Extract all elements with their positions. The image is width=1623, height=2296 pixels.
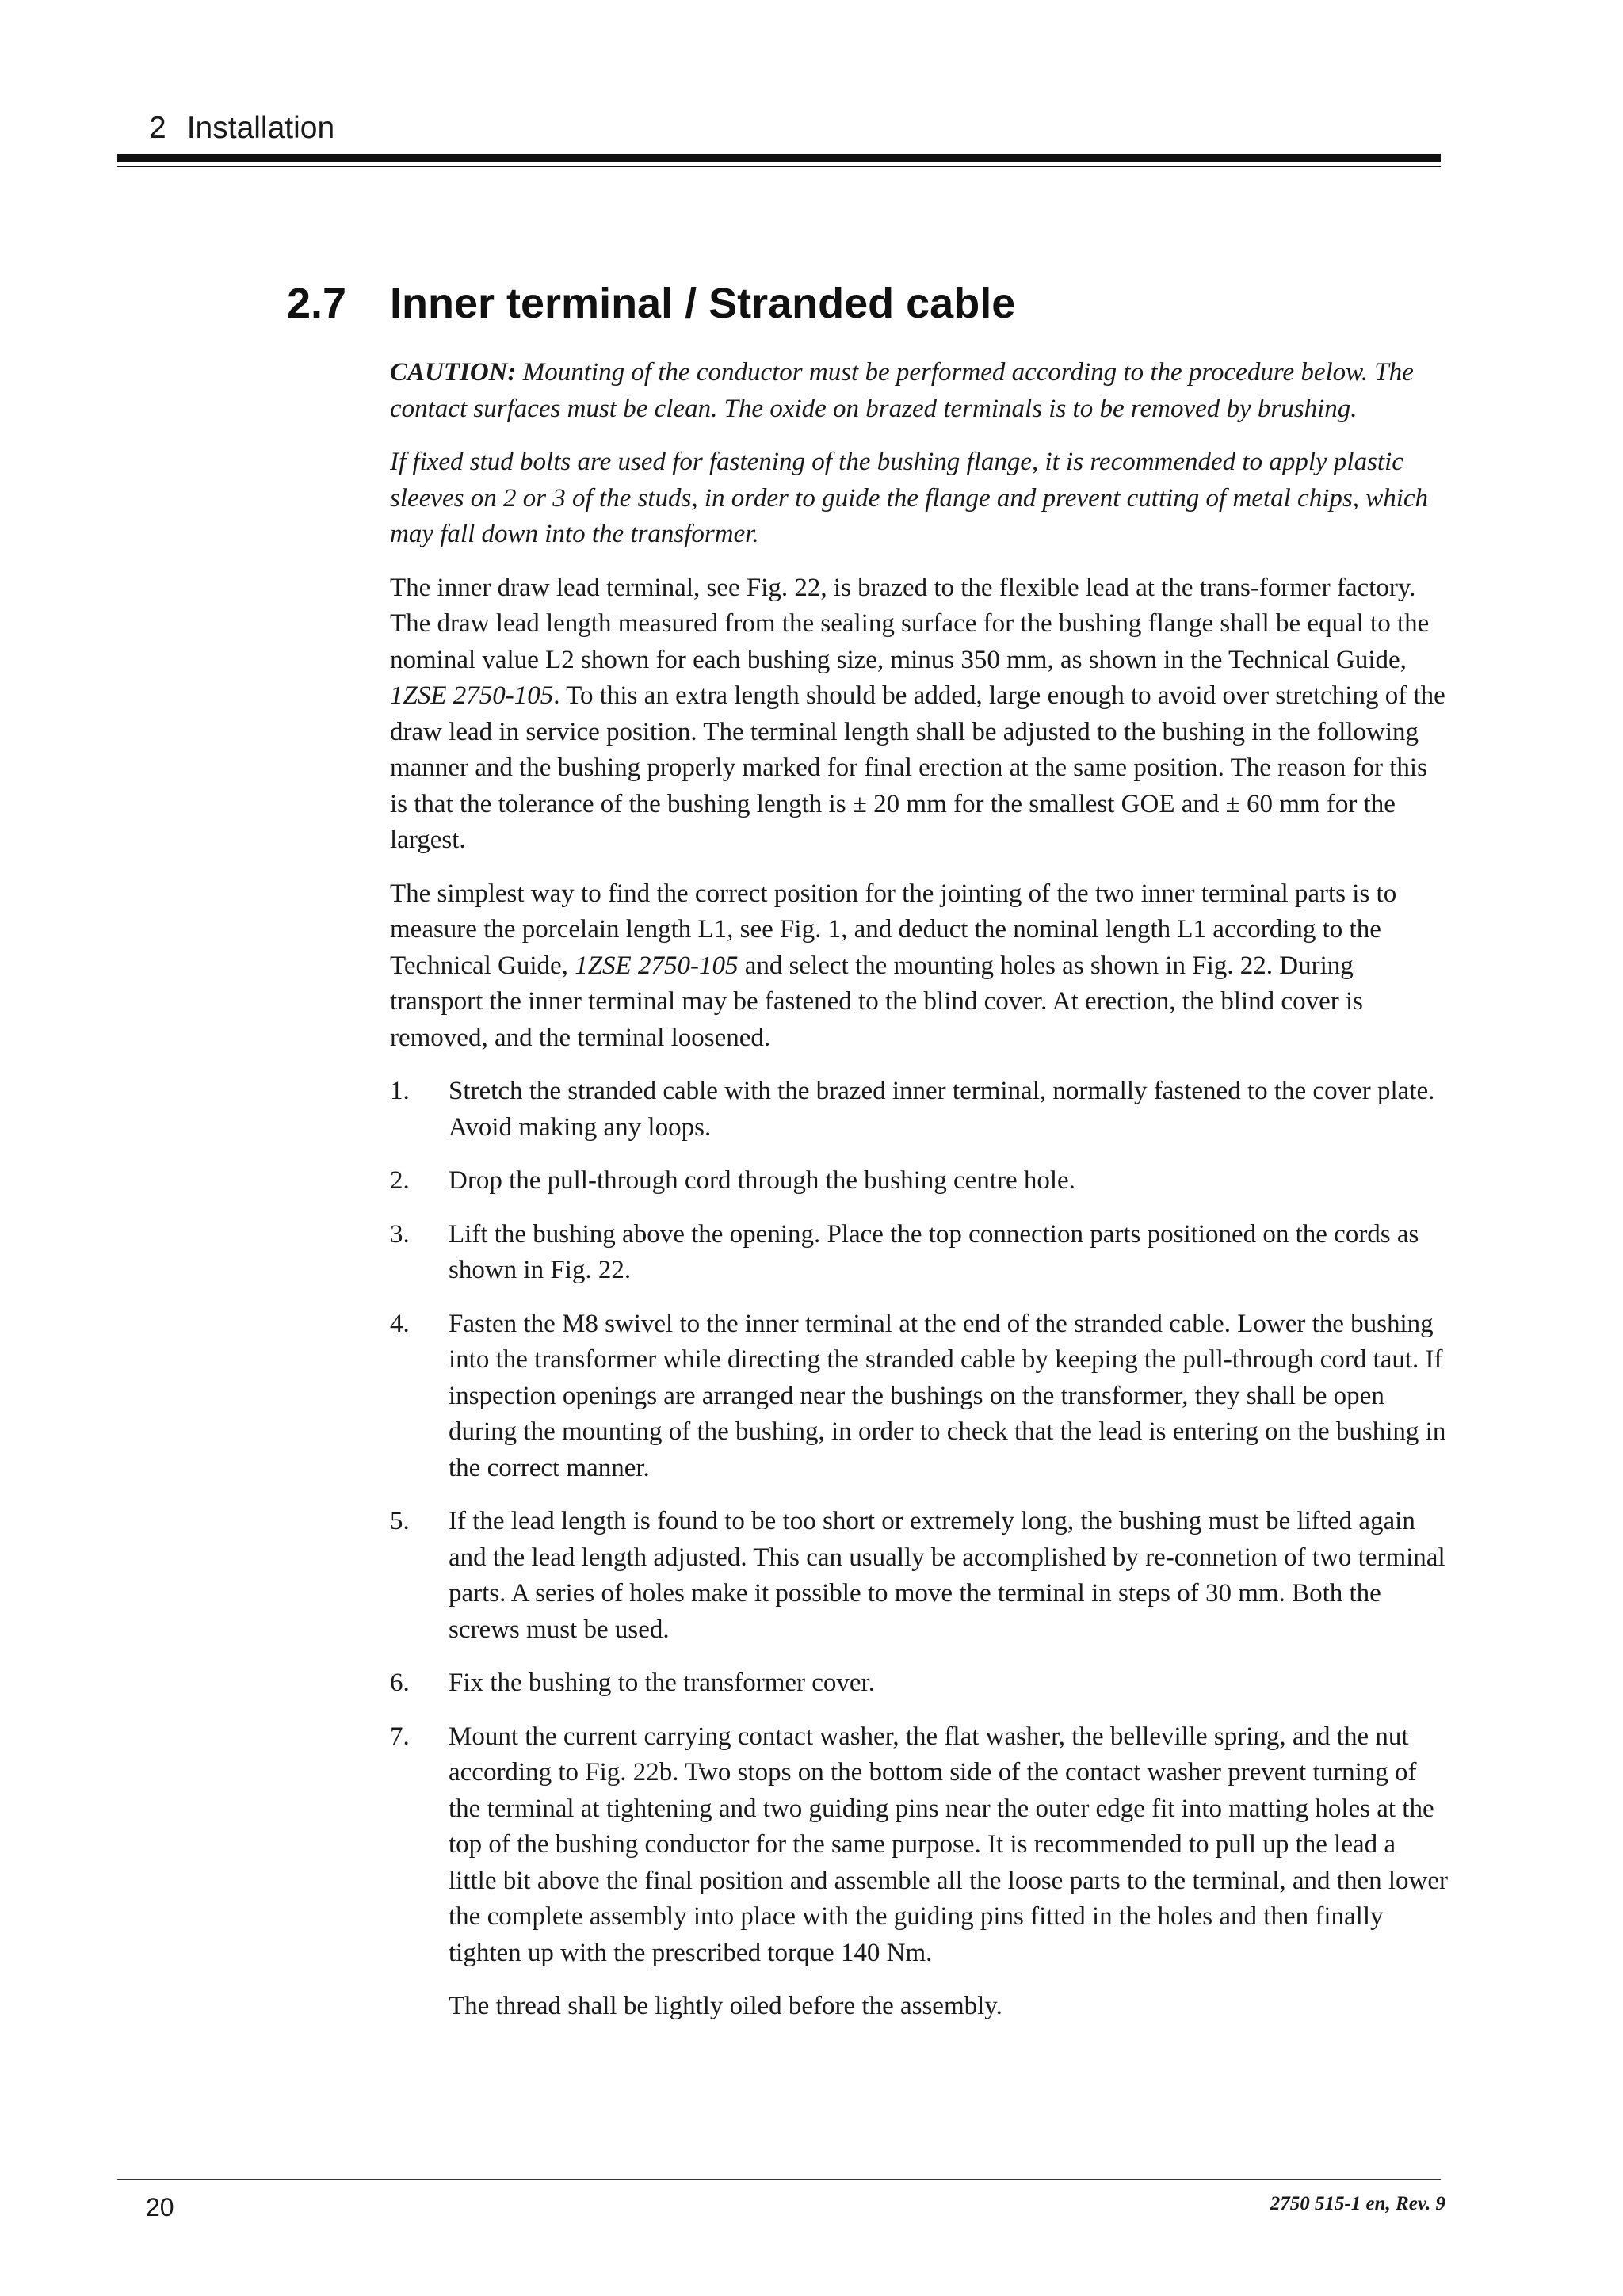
list-item xyxy=(390,1719,1449,2025)
running-header xyxy=(149,111,334,146)
caution-text: Mounting of the conductor must be performed according to the procedure below. The contact surfaces must be clean. The oxide on brazed terminals is to be removed by brushing. xyxy=(390,358,1414,423)
list-item xyxy=(390,1074,1449,1146)
chapter-title: Installation xyxy=(186,111,335,145)
step-text: Mount the current carrying contact washer, the flat washer, the belleville spring, and the nut according to Fig. 22b. Two stops on the bottom side of the contact washer prevent turning of the terminal at tightening and two guiding pins near the outer edge fit into matting holes at the top of the bushing conductor for the same purpose. It is recommended to pull up the lead a little bit above the final position and assemble all the loose parts to the terminal, and then lower the complete assembly into place with the guiding pins fitted in the holes and then finally tighten up with the prescribed torque 140 Nm. xyxy=(449,1722,1449,1967)
procedure-steps xyxy=(390,1074,1449,2025)
list-item xyxy=(390,1217,1449,1289)
list-item xyxy=(390,1504,1449,1648)
document-reference: 1ZSE 2750-105 xyxy=(575,951,739,980)
list-item xyxy=(390,1665,1449,1702)
section-heading xyxy=(287,279,1015,328)
step-text: If the lead length is found to be too short or extremely long, the bushing must be lifted again and the lead length adjusted. This can usually be accomplished by re-connetion of two terminal parts. A series of holes make it possible to move the terminal in steps of 30 mm. Both the screws must be used. xyxy=(449,1507,1445,1644)
note-paragraph: If fixed stud bolts are used for fastening of the bushing flange, it is recommended to apply plastic sleeves on 2 or 3 of the studs, in order to guide the flange and prevent cutting of metal chips, which may fall down into the transformer. xyxy=(390,448,1429,548)
paragraph-text: The simplest way to find the correct position for the jointing of the two inner terminal parts is to measure the porcelain length L1, see Fig. 1, and deduct the nominal length L1 according to the Technical Guide, xyxy=(390,879,1397,980)
step-text: Stretch the stranded cable with the brazed inner terminal, normally fastened to the cover plate. Avoid making any loops. xyxy=(449,1077,1435,1142)
step-text: Fasten the M8 swivel to the inner terminal at the end of the stranded cable. Lower the bushing into the transformer while directing the stranded cable by keeping the pull-through cord taut. If inspection openings are arranged near the bushings on the transformer, they shall be open during the mounting of the bushing, in order to check that the lead is entering on the bushing in the correct manner. xyxy=(449,1309,1446,1482)
paragraph-text: The inner draw lead terminal, see Fig. 22, is brazed to the flexible lead at the trans-former factory. The draw lead length measured from the sealing surface for the bushing flange shall be equal to the nominal value L2 shown for each bushing size, minus 350 mm, as shown in the Technical Guide, xyxy=(390,573,1430,674)
step-text: Drop the pull-through cord through the bushing centre hole. xyxy=(449,1166,1075,1195)
document-id: 2750 515-1 en, Rev. 9 xyxy=(1270,2193,1445,2214)
step-number: 5. xyxy=(390,1507,410,1535)
document-reference: 1ZSE 2750-105 xyxy=(390,681,554,710)
step-text: Lift the bushing above the opening. Place the top connection parts positioned on the cords as shown in Fig. 22. xyxy=(449,1219,1419,1284)
caution-label: CAUTION: xyxy=(390,358,517,387)
step-text: Fix the bushing to the transformer cover. xyxy=(449,1669,875,1697)
section-number: 2.7 xyxy=(287,280,347,327)
caution-paragraph xyxy=(390,355,1449,427)
header-rule-thick xyxy=(117,154,1441,162)
step-note: The thread shall be lightly oiled before the assembly. xyxy=(449,1992,1002,2020)
chapter-number: 2 xyxy=(149,111,166,145)
paragraph-jointing xyxy=(390,876,1449,1057)
section-title: Inner terminal / Stranded cable xyxy=(390,280,1016,327)
list-item xyxy=(390,1306,1449,1487)
header-rule-thin xyxy=(117,166,1441,167)
footer-rule xyxy=(117,2179,1441,2180)
step-number: 4. xyxy=(390,1309,410,1338)
paragraph-text: . To this an extra length should be added, large enough to avoid over stretching of the draw lead in service position. The terminal length shall be adjusted to the bushing in the following manner and the bushing properly marked for final erection at the same position. The reason for this is that the tolerance of the bushing length is ± 20 mm for the smallest GOE and ± 60 mm for the largest. xyxy=(390,681,1445,854)
body-text xyxy=(390,355,1449,2042)
step-number: 3. xyxy=(390,1219,410,1249)
step-number: 6. xyxy=(390,1669,410,1697)
list-item xyxy=(390,1163,1449,1199)
page-number: 20 xyxy=(146,2193,174,2222)
step-number: 7. xyxy=(390,1722,410,1751)
step-number: 2. xyxy=(390,1166,410,1195)
paragraph-text: and select the mounting holes as shown in Fig. 22. During transport the inner terminal may be fastened to the blind cover. At erection, the blind cover is removed, and the terminal loosened. xyxy=(390,951,1363,1052)
paragraph-draw-lead xyxy=(390,570,1449,859)
step-number: 1. xyxy=(390,1077,410,1105)
